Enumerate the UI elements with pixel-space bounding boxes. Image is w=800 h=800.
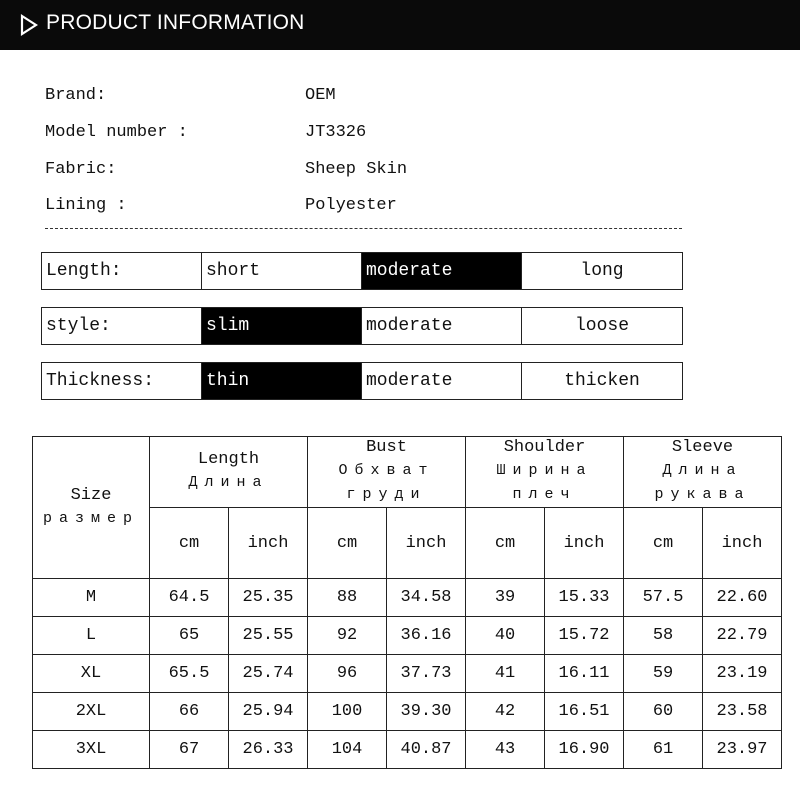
option-thicken: thicken [564, 371, 640, 391]
page-header [0, 0, 800, 50]
table-row [33, 693, 782, 731]
option-moderate-selected: moderate [362, 253, 522, 289]
table-cell: 34.58 [387, 579, 466, 617]
table-cell: 57.5 [624, 579, 703, 617]
table-row [33, 579, 782, 617]
table-cell: 22.60 [703, 579, 782, 617]
group-header-ru: Обхват груди [338, 462, 435, 503]
info-label: Fabric: [45, 160, 117, 179]
size-header-en: Size [70, 485, 112, 505]
option-slim-selected: slim [202, 308, 362, 344]
table-cell: 40 [466, 617, 545, 655]
unit-cm: cm [466, 508, 545, 579]
unit-inch: inch [703, 508, 782, 579]
attribute-label: Thickness: [42, 363, 202, 399]
table-cell: 15.72 [545, 617, 624, 655]
table-cell: 40.87 [387, 731, 466, 769]
table-cell: 43 [466, 731, 545, 769]
group-header-ru: Длина рукава [654, 462, 751, 503]
group-header-ru: Ширина плеч [496, 462, 593, 503]
table-row [33, 655, 782, 693]
table-cell: 100 [308, 693, 387, 731]
option-long: long [580, 261, 624, 281]
option-thin-selected: thin [202, 363, 362, 399]
info-value: Sheep Skin [305, 160, 408, 179]
table-cell: 23.58 [703, 693, 782, 731]
size-chart-table [32, 436, 782, 769]
option-moderate: moderate [362, 363, 522, 399]
attribute-label: style: [42, 308, 202, 344]
table-cell: 88 [308, 579, 387, 617]
attribute-thickness [41, 362, 683, 400]
table-cell: 15.33 [545, 579, 624, 617]
table-cell: 66 [150, 693, 229, 731]
unit-cm: cm [150, 508, 229, 579]
table-cell: 25.94 [229, 693, 308, 731]
page-title: PRODUCT INFORMATION [46, 11, 305, 34]
size-cell: 2XL [33, 693, 150, 731]
attribute-style [41, 307, 683, 345]
table-cell: 39 [466, 579, 545, 617]
table-cell: 36.16 [387, 617, 466, 655]
table-cell: 65 [150, 617, 229, 655]
attribute-length [41, 252, 683, 290]
info-label: Model number : [45, 123, 188, 142]
group-header-en: Shoulder [503, 438, 586, 457]
unit-inch: inch [387, 508, 466, 579]
table-cell: 41 [466, 655, 545, 693]
group-header-en: Bust [366, 438, 407, 457]
table-cell: 61 [624, 731, 703, 769]
size-cell: M [33, 579, 150, 617]
play-triangle-icon [20, 14, 38, 36]
table-cell: 26.33 [229, 731, 308, 769]
group-header-en: Sleeve [671, 438, 734, 457]
table-cell: 96 [308, 655, 387, 693]
info-label: Brand: [45, 86, 107, 105]
table-row [33, 617, 782, 655]
unit-cm: cm [308, 508, 387, 579]
option-short: short [202, 253, 362, 289]
table-cell: 16.11 [545, 655, 624, 693]
unit-inch: inch [545, 508, 624, 579]
table-cell: 23.97 [703, 731, 782, 769]
table-cell: 39.30 [387, 693, 466, 731]
option-loose: loose [574, 316, 629, 336]
attribute-label: Length: [42, 253, 202, 289]
info-label: Lining : [45, 196, 127, 215]
size-header-ru: размер [43, 509, 140, 527]
table-cell: 25.35 [229, 579, 308, 617]
table-row [33, 731, 782, 769]
group-header-ru: Длина [188, 474, 269, 491]
table-cell: 23.19 [703, 655, 782, 693]
info-value: OEM [305, 86, 336, 105]
unit-cm: cm [624, 508, 703, 579]
table-cell: 16.90 [545, 731, 624, 769]
table-cell: 16.51 [545, 693, 624, 731]
table-cell: 60 [624, 693, 703, 731]
group-header-length [150, 437, 308, 508]
group-header-bust [308, 437, 466, 508]
table-cell: 25.55 [229, 617, 308, 655]
table-cell: 65.5 [150, 655, 229, 693]
size-header-cell [33, 437, 150, 579]
group-header-sleeve [624, 437, 782, 508]
option-moderate: moderate [362, 308, 522, 344]
info-value: Polyester [305, 196, 397, 215]
table-cell: 92 [308, 617, 387, 655]
table-cell: 42 [466, 693, 545, 731]
table-cell: 25.74 [229, 655, 308, 693]
size-cell: XL [33, 655, 150, 693]
table-cell: 22.79 [703, 617, 782, 655]
table-cell: 67 [150, 731, 229, 769]
table-cell: 104 [308, 731, 387, 769]
group-header-shoulder [466, 437, 624, 508]
info-value: JT3326 [305, 123, 367, 142]
table-cell: 37.73 [387, 655, 466, 693]
table-cell: 59 [624, 655, 703, 693]
table-cell: 58 [624, 617, 703, 655]
group-header-en: Length [197, 450, 260, 469]
unit-inch: inch [229, 508, 308, 579]
table-cell: 64.5 [150, 579, 229, 617]
dashed-divider [45, 228, 682, 229]
size-cell: 3XL [33, 731, 150, 769]
size-cell: L [33, 617, 150, 655]
